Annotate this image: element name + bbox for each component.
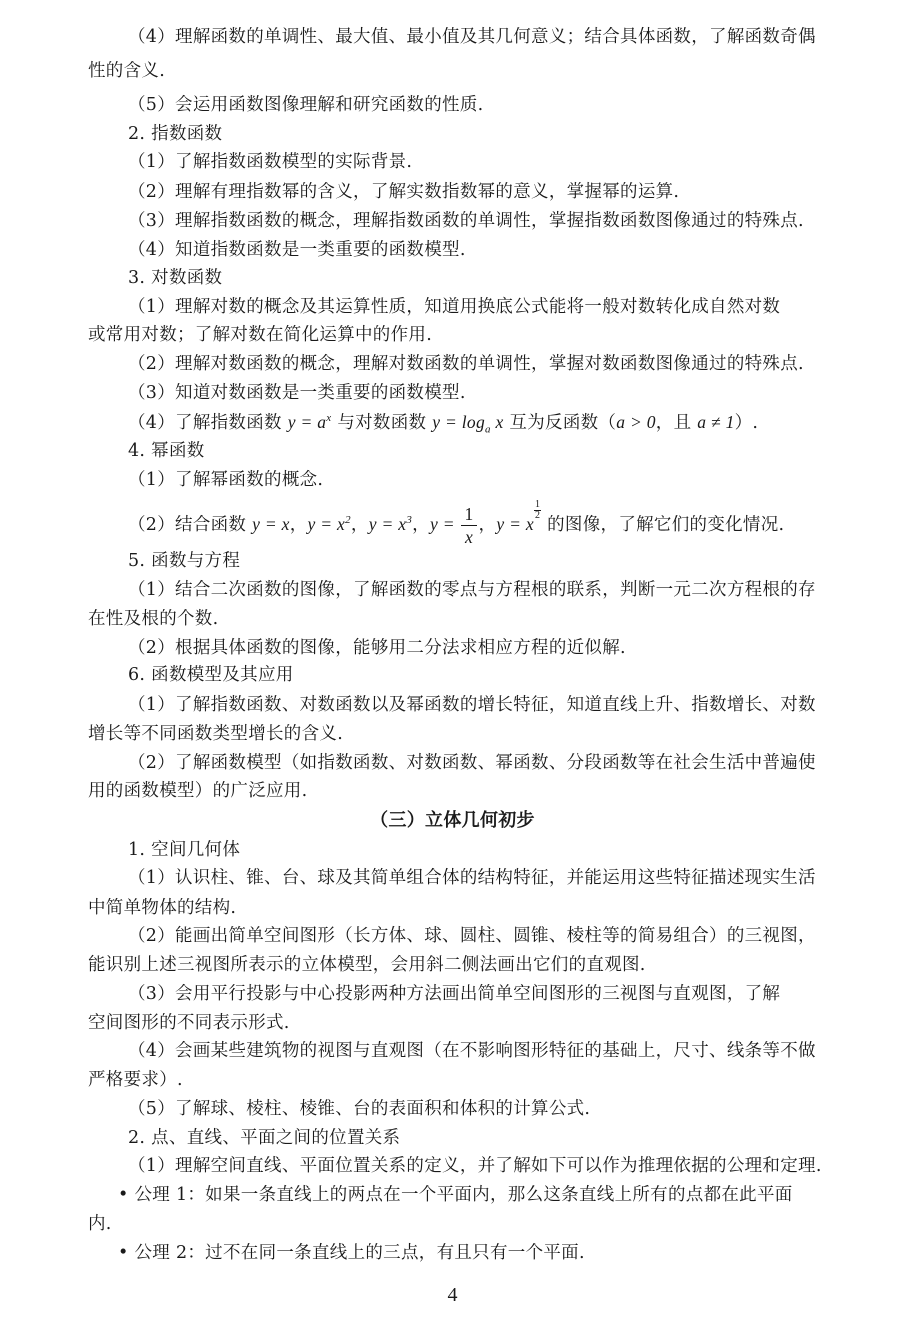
subsection-heading: 4. 幂函数 (128, 441, 205, 461)
text-line: （3）理解指数函数的概念，理解指数函数的单调性，掌握指数函数图像通过的特殊点. (128, 211, 804, 231)
text-line: 内. (88, 1214, 112, 1234)
text-line-formula: （2）结合函数 y = x，$y = x^2$，$y = x^3$，y = $\frac{1}{x}$ ，y = x $\frac{1}{2}$ 的图像，了解它们的变化情况. (128, 499, 785, 548)
text-line: （1）了解指数函数模型的实际背景. (128, 152, 413, 172)
text-line: （2）理解有理指数幂的含义，了解实数指数幂的意义，掌握幂的运算. (128, 182, 680, 202)
text-line: （2）能画出简单空间图形（长方体、球、圆柱、圆锥、棱柱等的简易组合）的三视图， (128, 926, 816, 946)
subsection-heading: 3. 对数函数 (128, 268, 223, 288)
text-line: （1）结合二次函数的图像，了解函数的零点与方程根的联系，判断一元二次方程根的存 (128, 580, 816, 600)
fraction-exponent: $\frac{1}{2}$ (534, 499, 541, 521)
text-line: 能识别上述三视图所表示的立体模型，会用斜二侧法画出它们的直观图. (88, 955, 646, 975)
text-line: （2）理解对数函数的概念，理解对数函数的单调性，掌握对数函数图像通过的特殊点. (128, 354, 804, 374)
text-line: （1）了解指数函数、对数函数以及幂函数的增长特征，知道直线上升、指数增长、对数 (128, 695, 816, 715)
text-line: （2）了解函数模型（如指数函数、对数函数、幂函数、分段函数等在社会生活中普遍使 (128, 753, 816, 773)
text-line: （1）理解空间直线、平面位置关系的定义，并了解如下可以作为推理依据的公理和定理. (128, 1156, 822, 1176)
text-line: 性的含义. (88, 61, 166, 81)
text-line: （5）会运用函数图像理解和研究函数的性质. (128, 95, 484, 115)
text-line: 中简单物体的结构. (88, 898, 237, 918)
text-line: （4）知道指数函数是一类重要的函数模型. (128, 240, 466, 260)
text-line: （4）理解函数的单调性、最大值、最小值及其几何意义；结合具体函数，了解函数奇偶 (128, 27, 816, 47)
bullet-item: • 公理 2：过不在同一条直线上的三点，有且只有一个平面. (118, 1243, 585, 1263)
text-line: 增长等不同函数类型增长的含义. (88, 724, 344, 744)
formula-exponential: $y = a^x$ (287, 412, 332, 432)
text-line: 空间图形的不同表示形式. (88, 1013, 290, 1033)
formula-square: $y = x^2$ (307, 514, 351, 534)
subsection-heading: 2. 指数函数 (128, 124, 223, 144)
bullet-item: • 公理 1：如果一条直线上的两点在一个平面内，那么这条直线上所有的点都在此平面 (118, 1185, 793, 1205)
subsection-heading: 1. 空间几何体 (128, 840, 241, 860)
text-line: （1）了解幂函数的概念. (128, 470, 324, 490)
formula-reciprocal: y = $\frac{1}{x}$ (430, 514, 479, 534)
condition-positive: a > 0 (616, 412, 656, 432)
condition-not-one: a ≠ 1 (697, 412, 735, 432)
formula-square-root: y = x $\frac{1}{2}$ (496, 499, 541, 534)
subsection-heading: 2. 点、直线、平面之间的位置关系 (128, 1128, 401, 1148)
text-line: （5）了解球、棱柱、棱锥、台的表面积和体积的计算公式. (128, 1099, 591, 1119)
text-line: （1）理解对数的概念及其运算性质，知道用换底公式能将一般对数转化成自然对数 (128, 297, 781, 317)
formula-logarithm: $y = \log_a x$ (432, 412, 504, 436)
text-line: 用的函数模型）的广泛应用. (88, 781, 308, 801)
formula-cube: $y = x^3$ (368, 514, 413, 534)
fraction: $\frac{1}{x}$ (461, 503, 476, 548)
page-number: 4 (447, 1284, 458, 1306)
text-line: （4）会画某些建筑物的视图与直观图（在不影响图形特征的基础上，尺寸、线条等不做 (128, 1041, 816, 1061)
text-line-formula: （4）了解指数函数 $y = a^x$ 与对数函数 $y = \log_a x$ 互为反函数（a > 0，且 a ≠ 1）. (128, 412, 759, 436)
subsection-heading: 5. 函数与方程 (128, 551, 241, 571)
text-line: （3）知道对数函数是一类重要的函数模型. (128, 383, 466, 403)
text-line: 严格要求）. (88, 1070, 183, 1090)
text-line: （2）根据具体函数的图像，能够用二分法求相应方程的近似解. (128, 638, 626, 658)
text-line: 在性及根的个数. (88, 609, 219, 629)
subsection-heading: 6. 函数模型及其应用 (128, 665, 294, 685)
section-heading: （三）立体几何初步 (370, 810, 535, 831)
text-line: （1）认识柱、锥、台、球及其简单组合体的结构特征，并能运用这些特征描述现实生活 (128, 868, 816, 888)
text-line: 或常用对数；了解对数在简化运算中的作用. (88, 325, 433, 345)
text-line: （3）会用平行投影与中心投影两种方法画出简单空间图形的三视图与直观图，了解 (128, 984, 781, 1004)
formula-linear: y = x (252, 514, 290, 534)
